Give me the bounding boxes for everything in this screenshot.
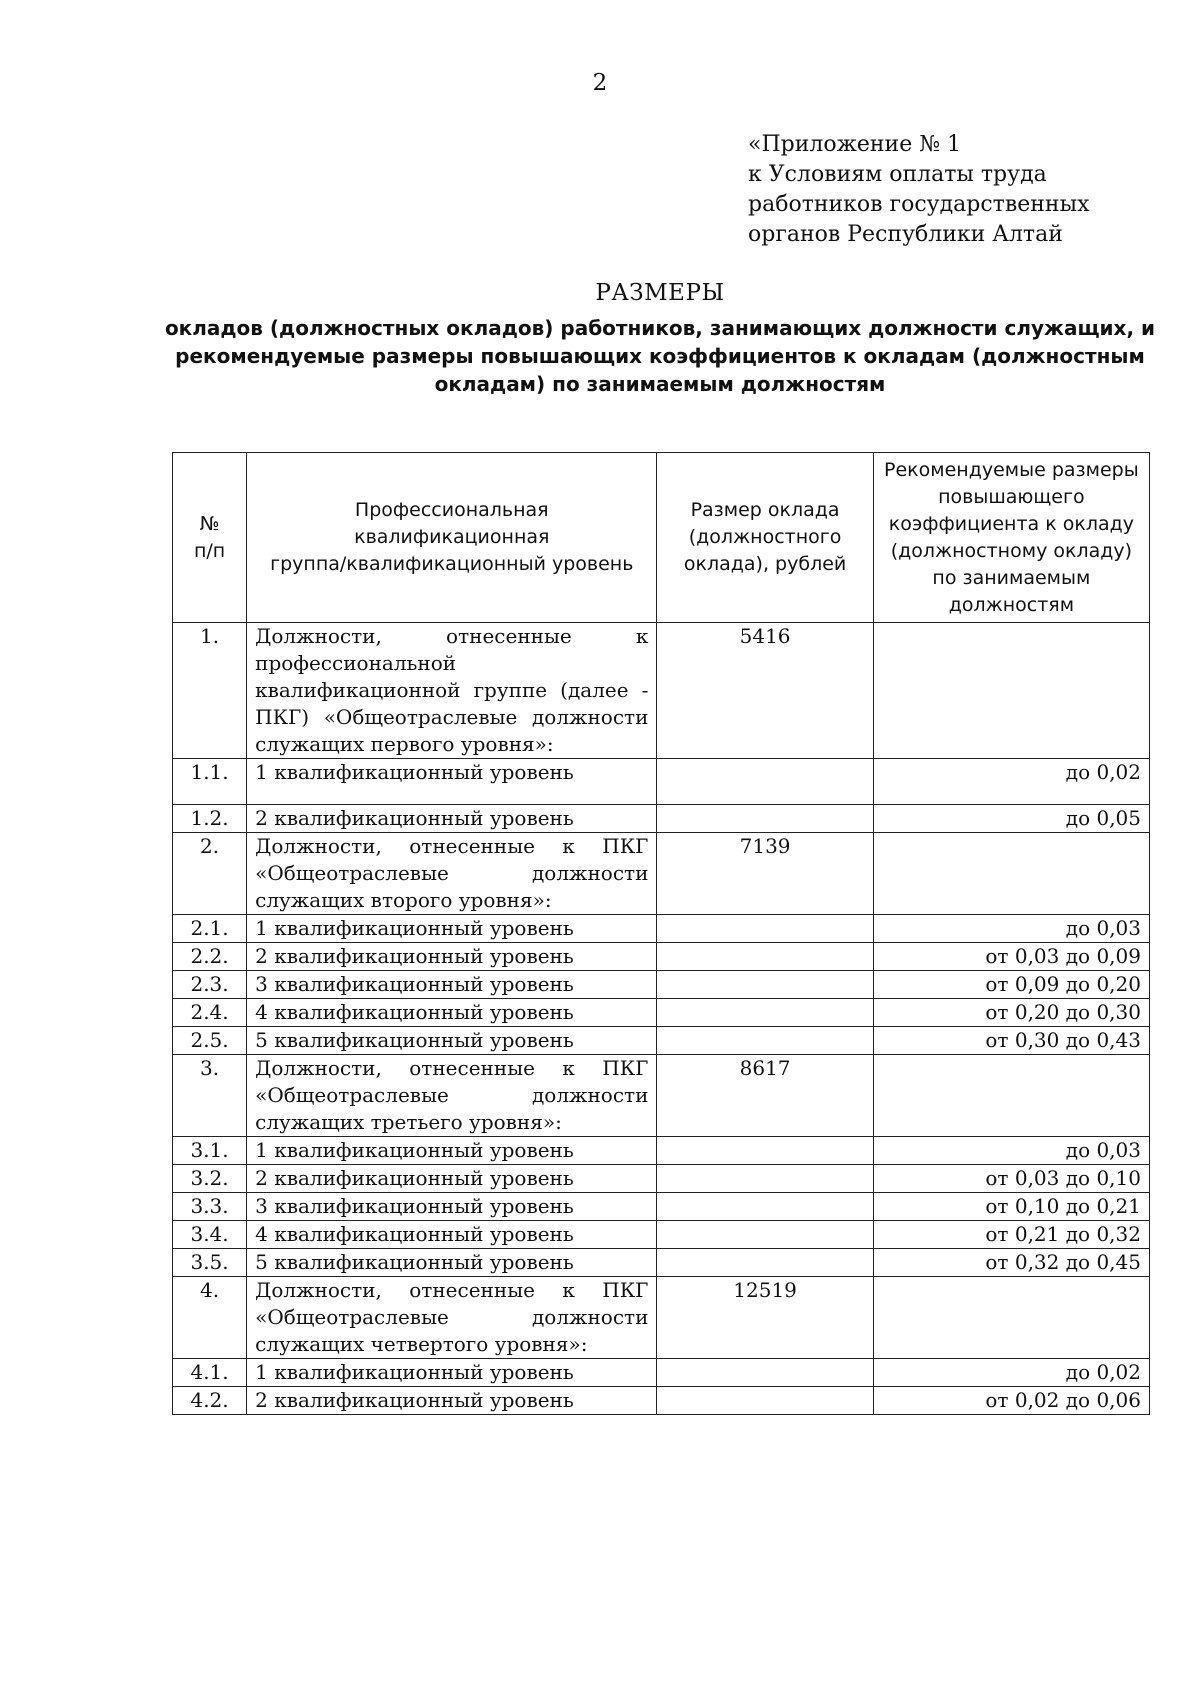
header-line: коэффициента к окладу <box>888 512 1135 535</box>
header-num <box>173 453 247 623</box>
row-salary: 12519 <box>657 1277 873 1359</box>
row-salary <box>657 759 873 805</box>
row-coefficient <box>873 833 1149 915</box>
table-row <box>173 1221 1150 1249</box>
row-coefficient: до 0,02 <box>873 1359 1149 1387</box>
row-coefficient <box>873 1055 1149 1137</box>
row-coefficient: до 0,03 <box>873 915 1149 943</box>
row-number: 2. <box>173 833 247 915</box>
row-number: 3.2. <box>173 1165 247 1193</box>
group-line: «Общеотраслевые должности <box>255 861 649 885</box>
row-number: 4.1. <box>173 1359 247 1387</box>
table-row <box>173 623 1150 759</box>
row-coefficient: от 0,21 до 0,32 <box>873 1221 1149 1249</box>
row-group: 3 квалификационный уровень <box>247 971 657 999</box>
page-number: 2 <box>592 70 608 96</box>
row-group: 2 квалификационный уровень <box>247 943 657 971</box>
annex-line: «Приложение № 1 <box>748 132 962 157</box>
row-coefficient: от 0,03 до 0,10 <box>873 1165 1149 1193</box>
header-salary <box>657 453 873 623</box>
table-header-row <box>173 453 1150 623</box>
header-line: группа/квалификационный уровень <box>270 553 634 575</box>
table-row <box>173 999 1150 1027</box>
title-main: РАЗМЕРЫ <box>595 280 725 306</box>
row-group: 1 квалификационный уровень <box>247 1137 657 1165</box>
row-coefficient: от 0,32 до 0,45 <box>873 1249 1149 1277</box>
header-line: № <box>199 512 220 535</box>
row-salary <box>657 1359 873 1387</box>
header-group <box>247 453 657 623</box>
group-line: Должности, отнесенные к ПКГ <box>255 1056 649 1080</box>
row-salary <box>657 971 873 999</box>
table-row <box>173 805 1150 833</box>
row-number: 2.5. <box>173 1027 247 1055</box>
header-line: квалификационная <box>354 526 550 548</box>
annex-heading <box>748 130 1089 250</box>
group-line: служащих четвертого уровня»: <box>255 1332 588 1356</box>
row-group: 1 квалификационный уровень <box>247 1359 657 1387</box>
row-group: 5 квалификационный уровень <box>247 1249 657 1277</box>
row-group: 3 квалификационный уровень <box>247 1193 657 1221</box>
row-coefficient: от 0,30 до 0,43 <box>873 1027 1149 1055</box>
row-coefficient: до 0,02 <box>873 759 1149 805</box>
table-row <box>173 1137 1150 1165</box>
row-coefficient: от 0,10 до 0,21 <box>873 1193 1149 1221</box>
row-coefficient: от 0,09 до 0,20 <box>873 971 1149 999</box>
row-salary <box>657 1027 873 1055</box>
row-coefficient: до 0,03 <box>873 1137 1149 1165</box>
header-coefficient <box>873 453 1149 623</box>
group-line: квалификационной группе (далее - <box>255 678 649 702</box>
row-salary <box>657 805 873 833</box>
table-row <box>173 1193 1150 1221</box>
row-group <box>247 623 657 759</box>
row-salary <box>657 1137 873 1165</box>
group-line: ПКГ) «Общеотраслевые должности <box>255 705 649 729</box>
title-sub-line: окладам) по занимаемым должностям <box>434 372 886 396</box>
group-line: Должности, отнесенные к <box>255 624 649 648</box>
annex-line: органов Республики Алтай <box>748 222 1063 247</box>
row-group: 1 квалификационный уровень <box>247 915 657 943</box>
row-number: 2.4. <box>173 999 247 1027</box>
row-salary <box>657 999 873 1027</box>
header-line: Рекомендуемые размеры <box>884 458 1139 481</box>
row-number: 3. <box>173 1055 247 1137</box>
table-row <box>173 1249 1150 1277</box>
group-line: «Общеотраслевые должности <box>255 1305 649 1329</box>
table-row <box>173 1055 1150 1137</box>
row-number: 2.2. <box>173 943 247 971</box>
row-coefficient: от 0,02 до 0,06 <box>873 1387 1149 1415</box>
header-line: повышающего <box>938 485 1085 508</box>
row-number: 4.2. <box>173 1387 247 1415</box>
header-line: по занимаемым <box>932 566 1091 589</box>
table-row <box>173 1027 1150 1055</box>
header-line: Размер оклада <box>690 499 840 521</box>
row-number: 1.2. <box>173 805 247 833</box>
row-group <box>247 1055 657 1137</box>
row-group: 2 квалификационный уровень <box>247 1165 657 1193</box>
group-line: Должности, отнесенные к ПКГ <box>255 834 649 858</box>
header-line: Профессиональная <box>354 499 549 521</box>
table-row <box>173 971 1150 999</box>
header-line: п/п <box>193 539 226 562</box>
row-group: 4 квалификационный уровень <box>247 999 657 1027</box>
table-row <box>173 1359 1150 1387</box>
annex-line: работников государственных <box>748 192 1090 217</box>
row-group: 1 квалификационный уровень <box>247 759 657 805</box>
header-line: оклада), рублей <box>683 553 847 575</box>
row-group: 4 квалификационный уровень <box>247 1221 657 1249</box>
table-row <box>173 759 1150 805</box>
row-number: 2.3. <box>173 971 247 999</box>
row-group: 2 квалификационный уровень <box>247 805 657 833</box>
row-coefficient: от 0,03 до 0,09 <box>873 943 1149 971</box>
row-salary: 8617 <box>657 1055 873 1137</box>
group-line: служащих второго уровня»: <box>255 888 552 912</box>
row-number: 3.3. <box>173 1193 247 1221</box>
table-row <box>173 1165 1150 1193</box>
row-group <box>247 833 657 915</box>
group-line: служащих первого уровня»: <box>255 732 554 756</box>
row-number: 1.1. <box>173 759 247 805</box>
row-salary <box>657 1193 873 1221</box>
table-row <box>173 1277 1150 1359</box>
salary-table <box>172 452 1150 1415</box>
title-subtitle <box>160 314 1160 398</box>
group-line: служащих третьего уровня»: <box>255 1110 562 1134</box>
group-line: Должности, отнесенные к ПКГ <box>255 1278 649 1302</box>
table-row <box>173 1387 1150 1415</box>
header-line: (должностному окладу) <box>890 539 1133 562</box>
row-coefficient: от 0,20 до 0,30 <box>873 999 1149 1027</box>
row-number: 3.4. <box>173 1221 247 1249</box>
table-row <box>173 915 1150 943</box>
row-group: 5 квалификационный уровень <box>247 1027 657 1055</box>
row-number: 3.1. <box>173 1137 247 1165</box>
row-number: 1. <box>173 623 247 759</box>
row-coefficient: до 0,05 <box>873 805 1149 833</box>
row-coefficient <box>873 623 1149 759</box>
row-salary <box>657 1249 873 1277</box>
group-line: «Общеотраслевые должности <box>255 1083 649 1107</box>
annex-line: к Условиям оплаты труда <box>748 162 1047 187</box>
row-salary <box>657 1221 873 1249</box>
row-group: 2 квалификационный уровень <box>247 1387 657 1415</box>
row-group <box>247 1277 657 1359</box>
table-row <box>173 833 1150 915</box>
row-salary <box>657 1165 873 1193</box>
row-salary: 7139 <box>657 833 873 915</box>
row-number: 3.5. <box>173 1249 247 1277</box>
title-sub-line: рекомендуемые размеры повышающих коэффициентов к окладам (должностным <box>175 344 1145 368</box>
row-salary <box>657 943 873 971</box>
group-line: профессиональной <box>255 651 457 675</box>
title-sub-line: окладов (должностных окладов) работников, занимающих должности служащих, и <box>164 316 1156 340</box>
row-number: 2.1. <box>173 915 247 943</box>
row-salary <box>657 1387 873 1415</box>
table-row <box>173 943 1150 971</box>
row-number: 4. <box>173 1277 247 1359</box>
header-line: (должностного <box>688 526 842 548</box>
header-line: должностям <box>948 593 1075 616</box>
row-salary: 5416 <box>657 623 873 759</box>
document-title <box>160 280 1160 398</box>
row-coefficient <box>873 1277 1149 1359</box>
row-salary <box>657 915 873 943</box>
